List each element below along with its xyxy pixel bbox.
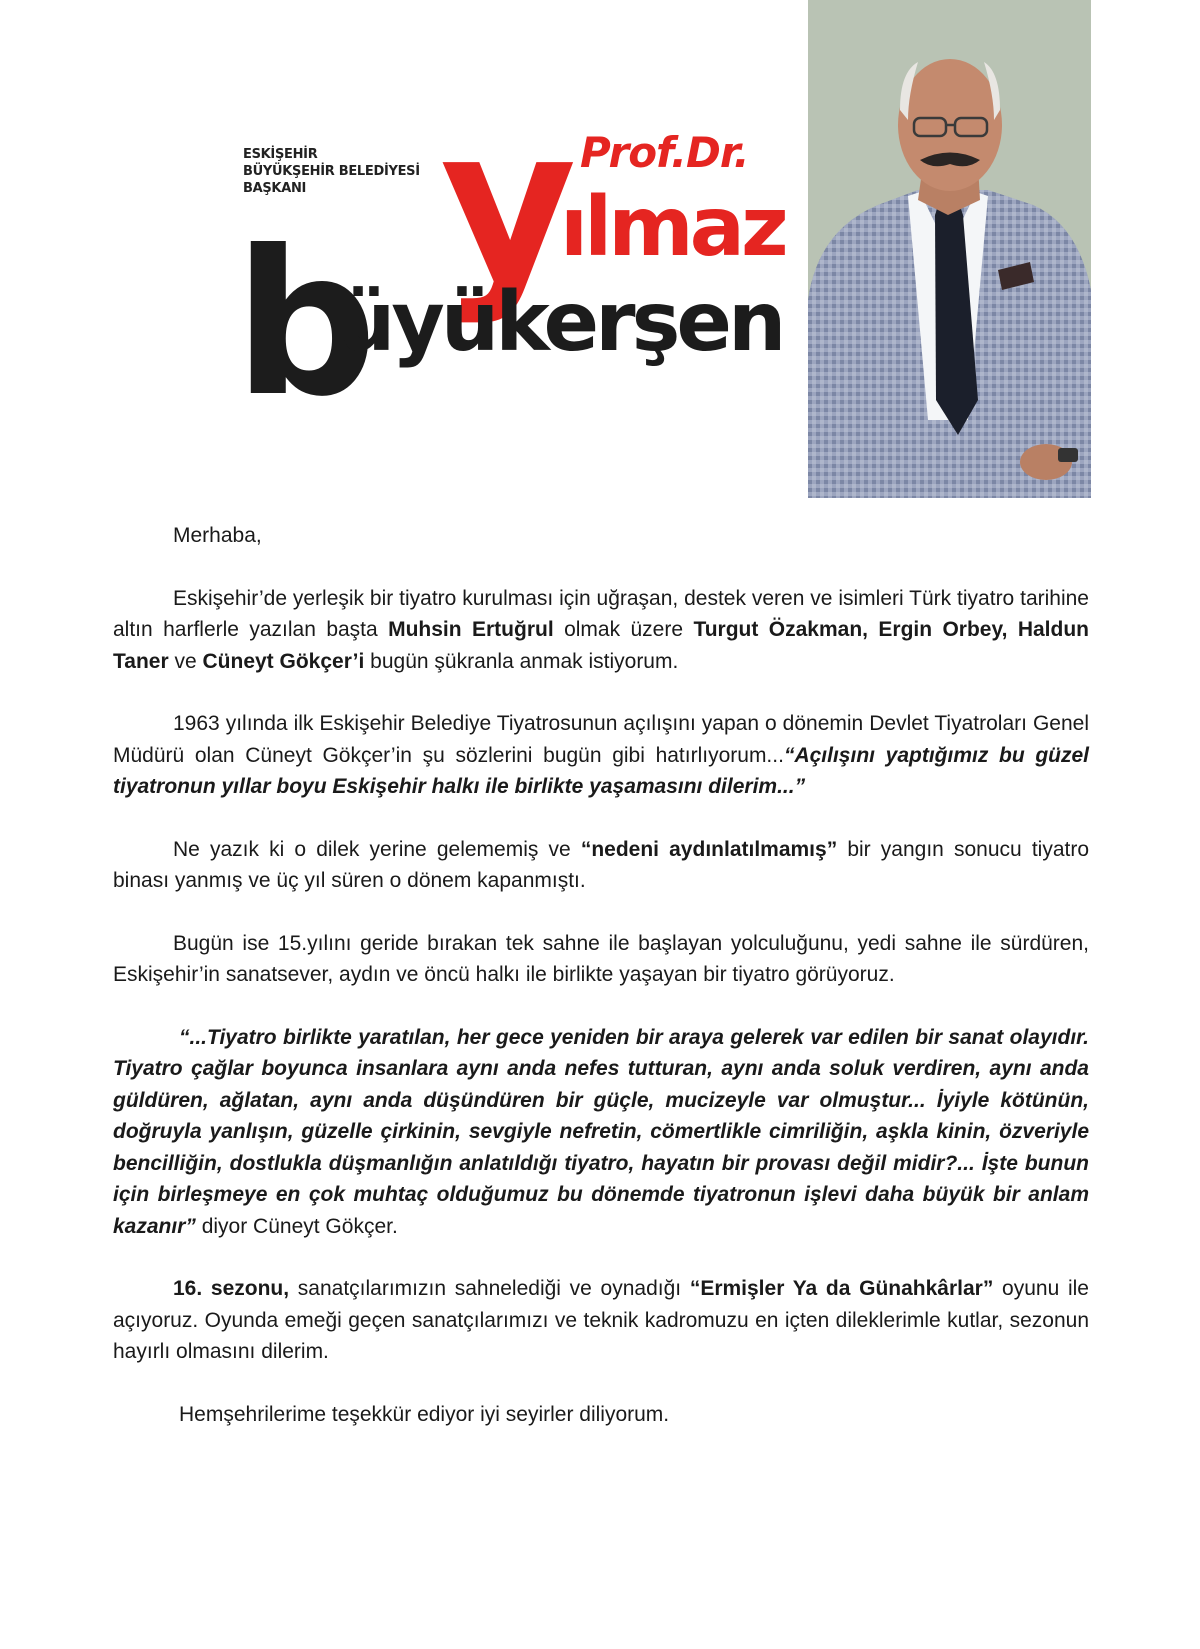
p2-text-1: 1963 yılında ilk Eskişehir Belediye Tiyatrosunun açılışını yapan o dönemin Devlet Tiyatroları Genel Müdürü olan Cüneyt Gökçer’in şu sözlerini bugün gibi hatırlıyorum... [113, 712, 1089, 767]
letter-header [0, 0, 1200, 500]
p1-bold-3: Cüneyt Gökçer’i [202, 649, 365, 673]
p6-bold-1: 16. sezonu, [173, 1277, 290, 1300]
p5-text-1: diyor Cüneyt Gökçer. [195, 1214, 398, 1238]
p3-bold-1: “nedeni aydınlatılmamış” [580, 837, 838, 861]
paragraph-3 [113, 834, 1089, 897]
first-name-rest: ılmaz [560, 180, 785, 275]
p6-text-1: sanatçılarımızın sahnelediği ve oynadığı [289, 1277, 690, 1300]
paragraph-1 [113, 583, 1089, 678]
p1-text-2: olmak üzere [553, 618, 694, 641]
p1-text-1: Eskişehir’de yerleşik bir tiyatro kurulması için uğraşan, destek veren ve isimleri Türk tiyatro tarihine altın harflerle yazılan başta [113, 586, 1089, 641]
closing-line: Hemşehrilerime teşekkür ediyor iyi seyirler diliyorum. [179, 1402, 670, 1426]
org-line-title: BAŞKANI [243, 181, 307, 196]
last-name-rest: üyükerşen [337, 275, 783, 370]
org-line-municipality: BÜYÜKŞEHİR BELEDİYESİ [243, 164, 420, 179]
paragraph-4 [113, 928, 1089, 991]
p1-text-4: bugün şükranla anmak istiyorum. [364, 649, 679, 673]
paragraph-6 [113, 1273, 1089, 1368]
greeting: Merhaba, [173, 524, 262, 547]
p5-quote: “...Tiyatro birlikte yaratılan, her gece yeniden bir araya gelerek var edilen bir sanat olayıdır. Tiyatro çağlar boyunca insanlara aynı anda nefes tutturan, aynı anda soluk verdiren, aynı anda güldüren, ağlatan, aynı anda düşündüren bir güçle, mucizeyle var olmuştur... İyiyle kötünün, doğruyla yanlışın, güzelle çirkinin, sevgiyle nefretin, cömertlikle cimriliğin, aşkla kinin, özveriyle bencilliğin, dostlukla düşmanlığın anlatıldığı tiyatro, hayatın bir provası değil midir?... İşte bunun için birleşmeye en çok muhtaç olduğumuz bu dönemde tiyatronun işlevi daha büyük bir anlam kazanır” [113, 1025, 1089, 1238]
first-name-initial: y [440, 82, 569, 327]
p1-text-3: ve [168, 649, 203, 673]
academic-title: Prof.Dr. [580, 128, 749, 177]
paragraph-5 [113, 1022, 1089, 1243]
p3-text-2: bir yangın sonucu tiyatro binası yanmış ve üç yıl süren o dönem kapanmıştı. [113, 837, 1090, 892]
portrait-illustration [808, 0, 1091, 498]
letter-body [113, 520, 1089, 1461]
org-label [243, 146, 443, 197]
last-name-initial: b [234, 208, 370, 441]
portrait-photo [808, 0, 1091, 498]
p1-bold-2: Turgut Özakman, Ergin Orbey, Haldun Taner [113, 618, 1090, 673]
p2-quote: “Açılışını yaptığımız bu güzel tiyatronun yıllar boyu Eskişehir halkı ile birlikte yaşamasını dilerim...” [113, 743, 1089, 798]
p3-text-1: Ne yazık ki o dilek yerine gelememiş ve [173, 837, 581, 861]
paragraph-2 [113, 708, 1089, 803]
p6-text-2: oyunu ile açıyoruz. Oyunda emeği geçen sanatçılarımızı ve teknik kadromuzu en içten dileklerimle kutlar, sezonun hayırlı olmasını dilerim. [113, 1277, 1089, 1363]
p6-bold-2: “Ermişler Ya da Günahkârlar” [689, 1277, 994, 1300]
p4-text-1: Bugün ise 15.yılını geride bırakan tek sahne ile başlayan yolculuğunu, yedi sahne ile sürdüren, Eskişehir’in sanatsever, aydın ve öncü halkı ile birlikte yaşayan bir tiyatro görüyoruz. [113, 931, 1089, 986]
org-line-city: ESKİŞEHİR [243, 147, 318, 162]
p1-bold-1: Muhsin Ertuğrul [388, 618, 554, 641]
